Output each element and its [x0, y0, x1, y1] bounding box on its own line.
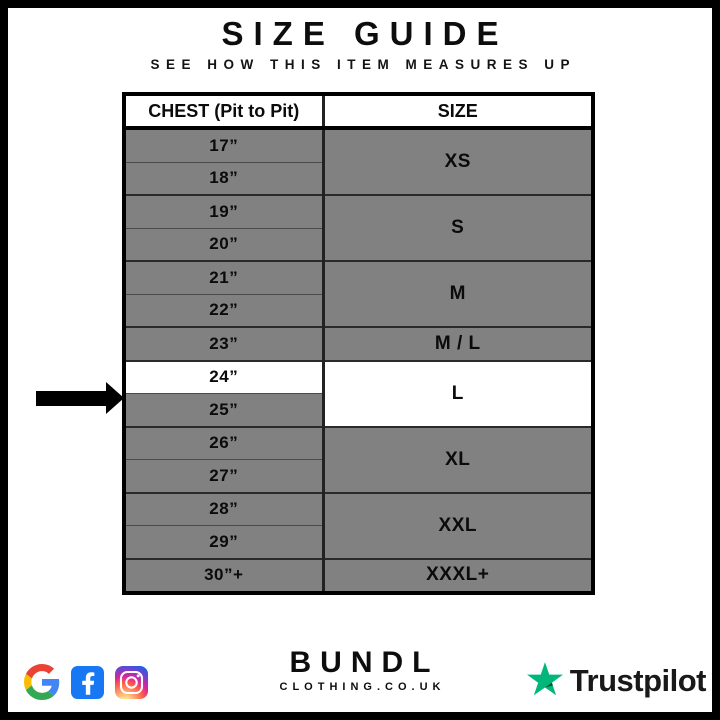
chest-cell: 19” [124, 195, 323, 228]
table-row [124, 327, 593, 361]
chest-cell: 25” [124, 394, 323, 427]
table-row [124, 261, 593, 294]
page-title: SIZE GUIDE [221, 15, 509, 52]
size-column-header: SIZE [323, 94, 593, 128]
trustpilot-star-icon [527, 662, 563, 700]
chest-cell: 22” [124, 294, 323, 327]
chest-cell: 24” [124, 361, 323, 394]
table-row [124, 559, 593, 594]
size-cell: M / L [323, 327, 593, 361]
size-cell: S [323, 195, 593, 261]
size-cell: XS [323, 128, 593, 195]
size-table-body [124, 128, 593, 593]
table-header-row [124, 94, 593, 128]
chest-cell: 30”+ [124, 559, 323, 594]
chest-cell: 28” [124, 493, 323, 526]
trustpilot-logo [527, 662, 706, 700]
brand-name: BUNDL [289, 646, 440, 679]
arrow-shaft [36, 391, 106, 406]
chest-cell: 26” [124, 427, 323, 460]
chest-cell: 20” [124, 228, 323, 261]
chest-cell: 21” [124, 261, 323, 294]
chest-cell: 18” [124, 162, 323, 195]
size-cell: M [323, 261, 593, 327]
size-cell: XXL [323, 493, 593, 559]
table-row [124, 493, 593, 526]
chest-cell: 29” [124, 526, 323, 559]
trustpilot-wordmark: Trustpilot [569, 663, 706, 698]
size-table [122, 92, 595, 595]
chest-cell: 17” [124, 128, 323, 162]
page-subtitle: SEE HOW THIS ITEM MEASURES UP [150, 57, 577, 72]
size-cell: XXXL+ [323, 559, 593, 594]
table-row [124, 128, 593, 162]
chest-cell: 27” [124, 460, 323, 493]
arrow-head [106, 382, 124, 414]
chest-column-header: CHEST (Pit to Pit) [124, 94, 323, 128]
table-row [124, 361, 593, 394]
size-cell: XL [323, 427, 593, 493]
table-row [124, 195, 593, 228]
table-row [124, 427, 593, 460]
chest-cell: 23” [124, 327, 323, 361]
selected-size-arrow-icon [36, 382, 124, 415]
brand-tagline: CLOTHING.CO.UK [279, 681, 446, 693]
size-cell: L [323, 361, 593, 427]
